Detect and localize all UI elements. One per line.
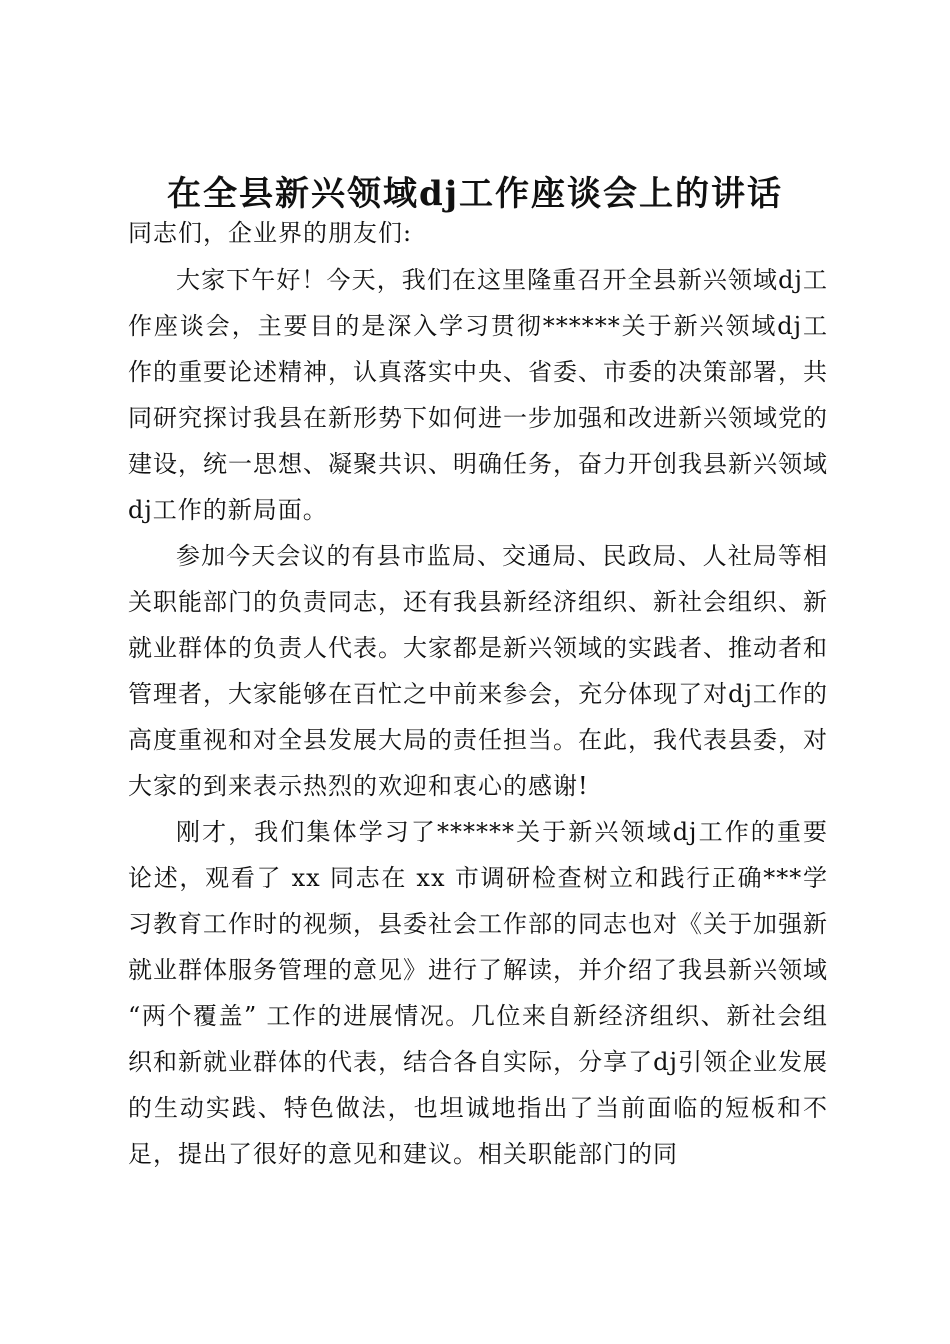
salutation: 同志们，企业界的朋友们: xyxy=(128,219,413,247)
document-title: 在全县新兴领域dj工作座谈会上的讲话 xyxy=(166,174,784,214)
paragraph-attendees: 参加今天会议的有县市监局、交通局、民政局、人社局等相关职能部门的负责同志，还有我县新经济组织、新社会组织、新就业群体的负责人代表。大家都是新兴领域的实践者、推动者和管理者，大家能够在百忙之中前来参会，充分体现了对dj工作的高度重视和对全县发展大局的责任担当。在此，我代表县委，对大家的到来表示热烈的欢迎和衷心的感谢! xyxy=(128,542,828,800)
document-body xyxy=(128,210,828,1177)
paragraph-opening: 大家下午好！今天，我们在这里隆重召开全县新兴领域dj工作座谈会，主要目的是深入学习贯彻******关于新兴领域dj工作的重要论述精神，认真落实中央、省委、市委的决策部署，共同研究探讨我县在新形势下如何进一步加强和改进新兴领域党的建设，统一思想、凝聚共识、明确任务，奋力开创我县新兴领域dj工作的新局面。 xyxy=(128,266,828,524)
paragraph-review: 刚才，我们集体学习了******关于新兴领域dj工作的重要论述，观看了 xx 同志在 xx 市调研检查树立和践行正确***学习教育工作时的视频，县委社会工作部的同志也对《关于加强新就业群体服务管理的意见》进行了解读，并介绍了我县新兴领域 “两个覆盖” 工作的进展情况。几位来自新经济组织、新社会组织和新就业群体的代表，结合各自实际，分享了dj引领企业发展的生动实践、特色做法，也坦诚地指出了当前面临的短板和不足，提出了很好的意见和建议。相关职能部门的同 xyxy=(128,818,828,1168)
